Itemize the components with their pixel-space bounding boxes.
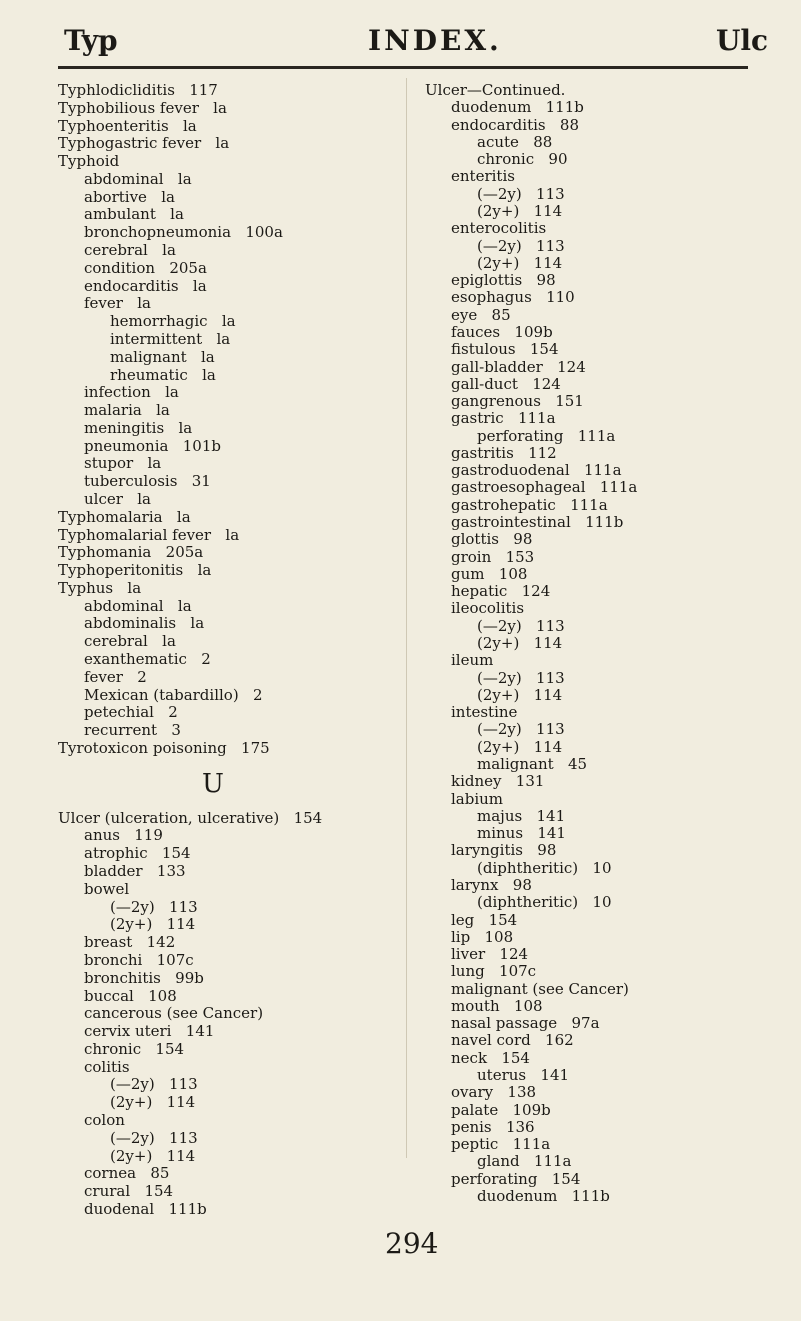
index-entry: colon xyxy=(84,1110,125,1129)
index-entry: (—2y) 113 xyxy=(110,1075,198,1094)
index-entry: kidney 131 xyxy=(451,772,545,791)
running-head-left: Typ xyxy=(64,24,118,57)
index-entry: Typhogastric fever la xyxy=(58,134,230,153)
index-entry: buccal 108 xyxy=(84,986,177,1005)
index-entry: (diphtheritic) 10 xyxy=(477,893,612,912)
index-entry: enterocolitis xyxy=(451,219,547,238)
index-entry: gland 111a xyxy=(477,1152,572,1171)
index-entry: (2y+) 114 xyxy=(477,201,563,220)
index-entry: gall-bladder 124 xyxy=(451,357,586,376)
index-entry: recurrent 3 xyxy=(84,721,181,740)
index-entry: hepatic 124 xyxy=(451,582,551,601)
index-entry: Tyrotoxicon poisoning 175 xyxy=(58,738,270,757)
index-entry: Ulcer (ulceration, ulcerative) 154 xyxy=(58,808,323,827)
index-entry: bladder 133 xyxy=(84,862,186,881)
index-entry: ileocolitis xyxy=(451,599,525,618)
index-entry: (2y+) 114 xyxy=(477,253,563,272)
index-entry: (2y+) 114 xyxy=(477,685,563,704)
index-entry: (—2y) 113 xyxy=(477,184,565,203)
index-entry: duodenal 111b xyxy=(84,1199,207,1218)
index-entry: cornea 85 xyxy=(84,1164,170,1183)
index-entry: exanthematic 2 xyxy=(84,650,211,668)
index-entry: Typhobilious fever la xyxy=(58,98,227,117)
index-entry: cerebral la xyxy=(84,632,176,651)
index-entry: duodenum 111b xyxy=(451,98,584,117)
index-entry: rheumatic la xyxy=(110,365,216,384)
index-entry: lip 108 xyxy=(451,927,514,946)
index-entry: Typhomalarial fever la xyxy=(58,525,240,544)
index-entry: (2y+) 114 xyxy=(110,915,196,934)
index-entry: lung 107c xyxy=(451,962,537,981)
index-entry: breast 142 xyxy=(84,933,176,952)
right-column xyxy=(425,82,755,1205)
index-entry: hemorrhagic la xyxy=(110,312,236,331)
index-entry: epiglottis 98 xyxy=(451,271,556,290)
index-entry: gastritis 112 xyxy=(451,443,557,462)
index-entry: peptic 111a xyxy=(451,1135,551,1154)
index-entry: intermittent la xyxy=(110,329,231,348)
index-entry: gall-duct 124 xyxy=(451,374,561,393)
index-entry: fever la xyxy=(84,294,151,313)
index-entry: petechial 2 xyxy=(84,703,178,722)
page-number: 294 xyxy=(385,1227,439,1260)
index-entry: ileum xyxy=(451,651,494,670)
index-entry: neck 154 xyxy=(451,1048,530,1067)
index-entry: liver 124 xyxy=(451,945,529,964)
index-entry: bronchi 107c xyxy=(84,950,194,969)
index-entry: ulcer la xyxy=(84,489,151,508)
index-entry: enteritis xyxy=(451,167,515,186)
index-entry: acute 88 xyxy=(477,132,553,151)
running-head-right: Ulc xyxy=(716,24,769,57)
index-entry: majus 141 xyxy=(477,806,566,825)
index-entry: Typhoid xyxy=(58,152,120,171)
index-entry: ambulant la xyxy=(84,205,184,224)
index-entry: (—2y) 113 xyxy=(477,720,565,739)
index-entry: labium xyxy=(451,789,504,808)
index-entry: pneumonia 101b xyxy=(84,436,221,455)
index-entry: nasal passage 97a xyxy=(451,1014,600,1033)
index-entry: gastrointestinal 111b xyxy=(451,513,624,532)
index-entry: eye 85 xyxy=(451,305,511,324)
index-entry: (—2y) 113 xyxy=(477,616,565,635)
index-entry: cervix uteri 141 xyxy=(84,1022,215,1041)
index-entry: gastroesophageal 111a xyxy=(451,478,638,497)
index-entry: perforating 154 xyxy=(451,1169,581,1188)
index-entry: condition 205a xyxy=(84,258,207,277)
index-entry: uterus 141 xyxy=(477,1066,570,1085)
header-rule xyxy=(58,66,748,69)
index-entry: Typhoenteritis la xyxy=(58,116,197,135)
index-entry: groin 153 xyxy=(451,547,535,566)
index-entry: abdominal la xyxy=(84,596,192,615)
index-entry: malignant la xyxy=(110,347,215,366)
index-entry: endocarditis 88 xyxy=(451,115,579,134)
index-entry: abdominal la xyxy=(84,169,192,188)
index-entry: (2y+) 114 xyxy=(110,1146,196,1165)
index-entry: penis 136 xyxy=(451,1117,535,1136)
index-entry: meningitis la xyxy=(84,418,193,437)
index-entry: abortive la xyxy=(84,187,175,206)
index-entry: infection la xyxy=(84,383,179,402)
index-entry: gangrenous 151 xyxy=(451,392,584,411)
index-entry: larynx 98 xyxy=(451,875,532,894)
index-entry: (—2y) 113 xyxy=(110,897,198,916)
index-entry: bowel xyxy=(84,879,130,898)
index-entry: Typhoperitonitis la xyxy=(58,561,212,580)
index-entry: anus 119 xyxy=(84,826,163,845)
index-entry: (2y+) 114 xyxy=(477,634,563,652)
index-entry: bronchopneumonia 100a xyxy=(84,223,283,242)
index-entry: cancerous (see Cancer) xyxy=(84,1004,264,1023)
index-entry: gum 108 xyxy=(451,564,528,583)
index-entry: fistulous 154 xyxy=(451,340,559,359)
index-entry: malaria la xyxy=(84,401,170,420)
left-column xyxy=(58,82,408,1219)
index-entry: perforating 111a xyxy=(477,426,616,445)
index-entry: (diphtheritic) 10 xyxy=(477,858,612,877)
index-entry: atrophic 154 xyxy=(84,844,191,863)
index-entry: Typhus la xyxy=(58,578,142,597)
index-entry: tuberculosis 31 xyxy=(84,472,211,491)
index-entry: intestine xyxy=(451,703,518,722)
index-entry: bronchitis 99b xyxy=(84,968,204,987)
index-entry: gastric 111a xyxy=(451,409,556,428)
index-entry: gastrohepatic 111a xyxy=(451,495,608,514)
index-entry: abdominalis la xyxy=(84,614,205,633)
index-entry: palate 109b xyxy=(451,1100,551,1119)
index-entry: fever 2 xyxy=(84,667,147,686)
index-entry: gastroduodenal 111a xyxy=(451,461,622,480)
index-entry: (—2y) 113 xyxy=(477,668,565,687)
index-entry: Typhomania 205a xyxy=(58,543,204,562)
index-entry: (2y+) 114 xyxy=(477,737,563,756)
index-entry: endocarditis la xyxy=(84,276,207,295)
index-entry: laryngitis 98 xyxy=(451,841,557,860)
section-gap xyxy=(58,758,408,766)
index-entry: Ulcer—Continued. xyxy=(425,81,566,99)
index-entry: esophagus 110 xyxy=(451,288,575,307)
index-entry: crural 154 xyxy=(84,1182,174,1201)
index-entry: duodenum 111b xyxy=(477,1187,610,1205)
index-entry: chronic 90 xyxy=(477,150,568,169)
index-entry: chronic 154 xyxy=(84,1039,185,1058)
index-entry: (—2y) 113 xyxy=(110,1128,198,1147)
running-head-title: INDEX. xyxy=(368,24,502,57)
index-entry: malignant 45 xyxy=(477,754,588,773)
index-entry: stupor la xyxy=(84,454,162,473)
index-entry: glottis 98 xyxy=(451,530,533,549)
index-entry: Typhlodicliditis 117 xyxy=(58,81,218,99)
index-entry: minus 141 xyxy=(477,824,566,843)
index-entry: (—2y) 113 xyxy=(477,236,565,255)
index-entry: Mexican (tabardillo) 2 xyxy=(84,685,263,704)
index-entry: colitis xyxy=(84,1057,130,1076)
index-entry: malignant (see Cancer) xyxy=(451,979,629,998)
index-entry: cerebral la xyxy=(84,241,176,260)
index-entry: navel cord 162 xyxy=(451,1031,574,1050)
index-entry: Typhomalaria la xyxy=(58,507,191,526)
index-entry: fauces 109b xyxy=(451,322,553,341)
index-entry: ovary 138 xyxy=(451,1083,537,1102)
index-entry: mouth 108 xyxy=(451,996,543,1015)
index-entry: (2y+) 114 xyxy=(110,1093,196,1112)
index-entry: leg 154 xyxy=(451,910,518,929)
section-letter: U xyxy=(202,768,224,799)
